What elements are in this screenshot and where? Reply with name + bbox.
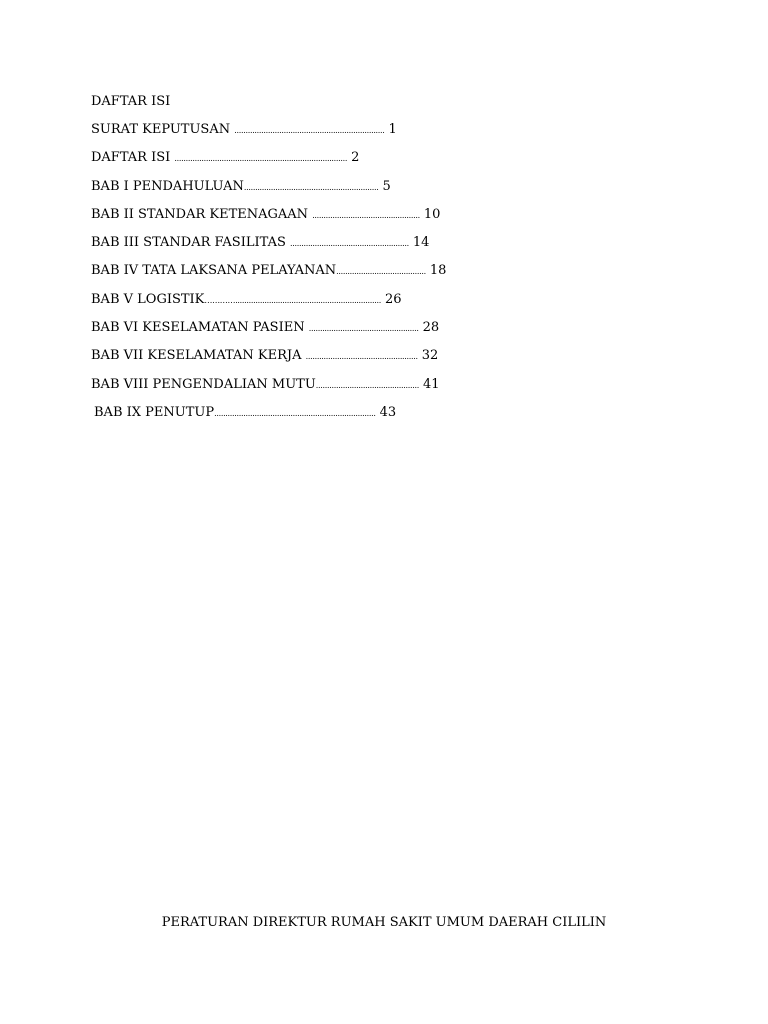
toc-entry — [91, 178, 446, 206]
toc-entry-label: BAB III STANDAR FASILITAS — [91, 235, 290, 251]
toc-entry-label: BAB IX PENUTUP — [94, 404, 215, 420]
toc-entry-page: 41 — [422, 376, 440, 392]
toc-entry — [91, 291, 446, 319]
toc-entry — [91, 376, 446, 404]
toc-entry-page: 2 — [351, 150, 360, 166]
toc-entry-label: BAB I PENDAHULUAN — [91, 178, 244, 194]
toc-entry-leader: ........................................................................ — [214, 408, 376, 418]
toc-entry — [91, 347, 446, 375]
toc-entry — [91, 404, 446, 432]
toc-entry-label: BAB IV TATA LAKSANA PELAYANAN — [91, 263, 337, 279]
toc-entry-page: 18 — [429, 263, 447, 279]
toc-entry-leader: .............................................. — [315, 380, 419, 390]
toc-entry-label: SURAT KEPUTUSAN — [91, 122, 235, 137]
toc-entry-page: 43 — [379, 404, 397, 420]
toc-entry — [91, 121, 446, 149]
toc-list — [91, 121, 446, 432]
toc-title: DAFTAR ISI — [91, 94, 171, 109]
toc-entry — [91, 149, 446, 177]
toc-entry — [91, 262, 446, 290]
toc-entry-label: BAB VII KESELAMATAN KERJA — [91, 348, 306, 364]
toc-entry-leader: ................................................. — [308, 324, 419, 334]
toc-entry — [91, 319, 446, 347]
toc-entry-page: 5 — [382, 178, 391, 194]
toc-entry-leader: .................................................. — [305, 352, 418, 362]
toc-entry-page: 10 — [423, 206, 441, 222]
toc-entry-leader: ........................................ — [336, 267, 426, 277]
toc-entry-page: 32 — [421, 348, 439, 364]
toc-entry-label: BAB V LOGISTIK — [91, 291, 205, 307]
toc-entry-label: DAFTAR ISI — [91, 150, 175, 166]
toc-entry-page: 14 — [412, 235, 430, 251]
toc-entry — [91, 234, 446, 262]
toc-entry-leader: ................................................................... — [234, 126, 385, 135]
toc-entry-page: 28 — [422, 320, 440, 336]
toc-entry-leader: ..................................................... — [290, 239, 409, 249]
toc-entry-leader: ............................................................................. — [174, 154, 348, 164]
toc-entry-page: 1 — [388, 122, 397, 137]
toc-entry — [91, 206, 446, 234]
page-footer: PERATURAN DIREKTUR RUMAH SAKIT UMUM DAERAH CILILIN — [161, 915, 607, 930]
toc-entry-leader: ................................................ — [312, 210, 420, 220]
toc-entry-label: BAB VIII PENGENDALIAN MUTU — [91, 376, 316, 392]
toc-entry-label: BAB VI KESELAMATAN PASIEN — [91, 320, 309, 336]
toc-entry-leader: …………................................................................. — [204, 295, 381, 305]
toc-entry-page: 26 — [385, 291, 402, 307]
toc-entry-label: BAB II STANDAR KETENAGAAN — [91, 206, 313, 222]
toc-entry-leader: ............................................................ — [243, 182, 379, 192]
